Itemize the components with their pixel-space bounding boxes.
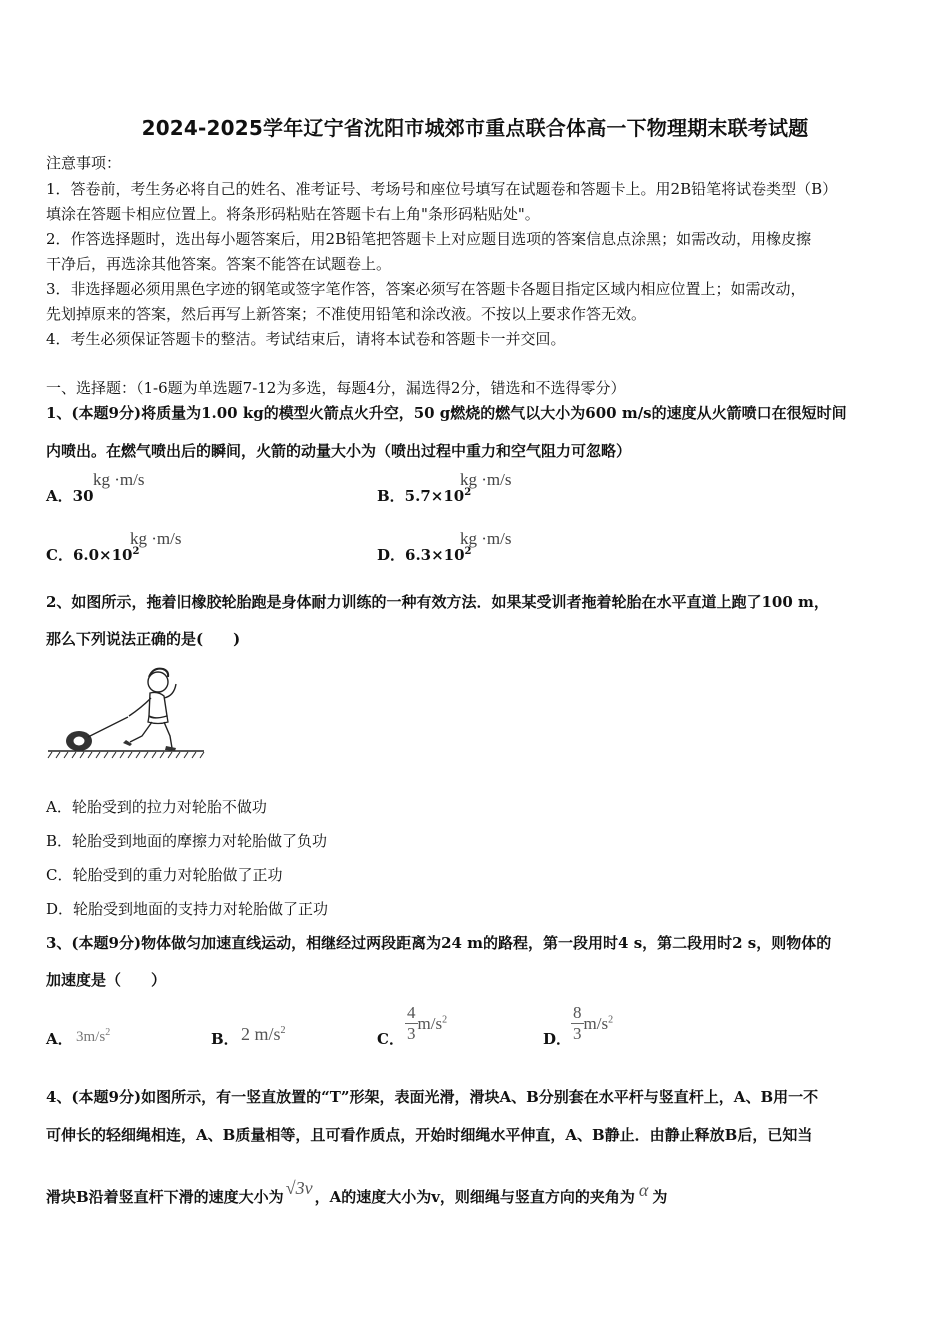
q4-stem-line2: 可伸长的轻细绳相连，A、B质量相等，且可看作质点，开始时细绳水平伸直，A、B静止．由静止释放B后，已知当 xyxy=(46,1126,813,1144)
notice-line: 1．答卷前，考生务必将自己的姓名、准考证号、考场号和座位号填写在试题卷和答题卡上。用2B铅笔将试卷类型（B） xyxy=(46,180,838,198)
q2-option-a: A．轮胎受到的拉力对轮胎不做功 xyxy=(46,798,267,816)
q3-option-b-value: 2 $m/s^2$ xyxy=(241,1024,286,1044)
q3-option-a-label: A． xyxy=(46,1030,73,1048)
notice-line: 4．考生必须保证答题卡的整洁。考试结束后，请将本试卷和答题卡一并交回。 xyxy=(46,330,566,348)
q3-option-d-label: D． xyxy=(543,1030,572,1048)
notice-line: 干净后，再选涂其他答案。答案不能答在试题卷上。 xyxy=(46,255,392,273)
fraction: $\frac{8}{3}$ xyxy=(573,1003,582,1043)
q1-stem-line1: 1、(本题9分)将质量为1.00 kg的模型火箭点火升空，50 g燃烧的燃气以大小为600 m/s的速度从火箭喷口在很短时间 xyxy=(46,404,847,422)
q1-option-b: B．$5.7\times 10^2$ xyxy=(377,487,472,505)
section-heading: 一、选择题：（1-6题为单选题7-12为多选，每题4分，漏选得2分，错选和不选得零分） xyxy=(46,379,626,397)
q2-stem-line2: 那么下列说法正确的是( ) xyxy=(46,630,241,648)
q1-option-d: D．$6.3\times 10^2$ xyxy=(377,546,472,564)
q1-option-a: A．30 xyxy=(46,487,94,505)
q3-option-b-label: B． xyxy=(211,1030,239,1048)
notice-line: 2．作答选择题时，选出每小题答案后，用2B铅笔把答题卡上对应题目选项的答案信息点涂黑；如需改动，用橡皮擦 xyxy=(46,230,812,248)
q2-stem-line1: 2、如图所示，拖着旧橡胶轮胎跑是身体耐力训练的一种有效方法．如果某受训者拖着轮胎在水平直道上跑了100 m， xyxy=(46,593,829,611)
q1-option-b-unit: kg ·m/s xyxy=(460,470,512,489)
notice-heading: 注意事项： xyxy=(46,154,122,172)
page-title: 2024-2025学年辽宁省沈阳市城郊市重点联合体高一下物理期末联考试题 xyxy=(141,116,809,140)
q3-option-c-value: $\frac{4}{3}$ $m/s^2$ xyxy=(407,1003,448,1043)
tire-runner-figure xyxy=(46,660,206,760)
notice-line: 填涂在答题卡相应位置上。将条形码粘贴在答题卡右上角"条形码粘贴处"。 xyxy=(46,205,540,223)
q1-stem-line2: 内喷出。在燃气喷出后的瞬间，火箭的动量大小为（喷出过程中重力和空气阻力可忽略） xyxy=(46,442,632,460)
q4-stem-line3: 滑块B沿着竖直杆下滑的速度大小为 √3v ，A的速度大小为v，则细绳与竖直方向的夹角为 α 为 xyxy=(46,1178,668,1206)
q1-option-c-unit: kg ·m/s xyxy=(130,529,182,548)
q3-option-c-label: C． xyxy=(377,1030,404,1048)
q2-option-b: B．轮胎受到地面的摩擦力对轮胎做了负功 xyxy=(46,832,328,850)
q3-stem-line1: 3、(本题9分)物体做匀加速直线运动，相继经过两段距离为24 m的路程，第一段用时4 s，第二段用时2 s，则物体的 xyxy=(46,934,832,952)
q1-option-c: C．$6.0\times 10^2$ xyxy=(46,546,140,564)
q4-stem-line1: 4、(本题9分)如图所示，有一竖直放置的“T”形架，表面光滑，滑块A、B分别套在水平杆与竖直杆上，A、B用一不 xyxy=(46,1088,819,1106)
q2-option-c: C．轮胎受到的重力对轮胎做了正功 xyxy=(46,866,283,884)
fraction: $\frac{4}{3}$ xyxy=(407,1003,416,1043)
notice-line: 3．非选择题必须用黑色字迹的钢笔或签字笔作答，答案必须写在答题卡各题目指定区域内相应位置上；如需改动， xyxy=(46,280,806,298)
q3-option-a-value: $3m/s^2$ xyxy=(76,1027,111,1045)
q1-option-d-unit: kg ·m/s xyxy=(460,529,512,548)
q1-option-a-unit: kg ·m/s xyxy=(93,470,145,489)
q3-stem-line2: 加速度是（ ） xyxy=(46,971,167,989)
q3-option-d-value: $\frac{8}{3}$ $m/s^2$ xyxy=(573,1003,614,1043)
q2-option-d: D．轮胎受到地面的支持力对轮胎做了正功 xyxy=(46,900,329,918)
notice-line: 先划掉原来的答案，然后再写上新答案；不准使用铅笔和涂改液。不按以上要求作答无效。 xyxy=(46,305,647,323)
